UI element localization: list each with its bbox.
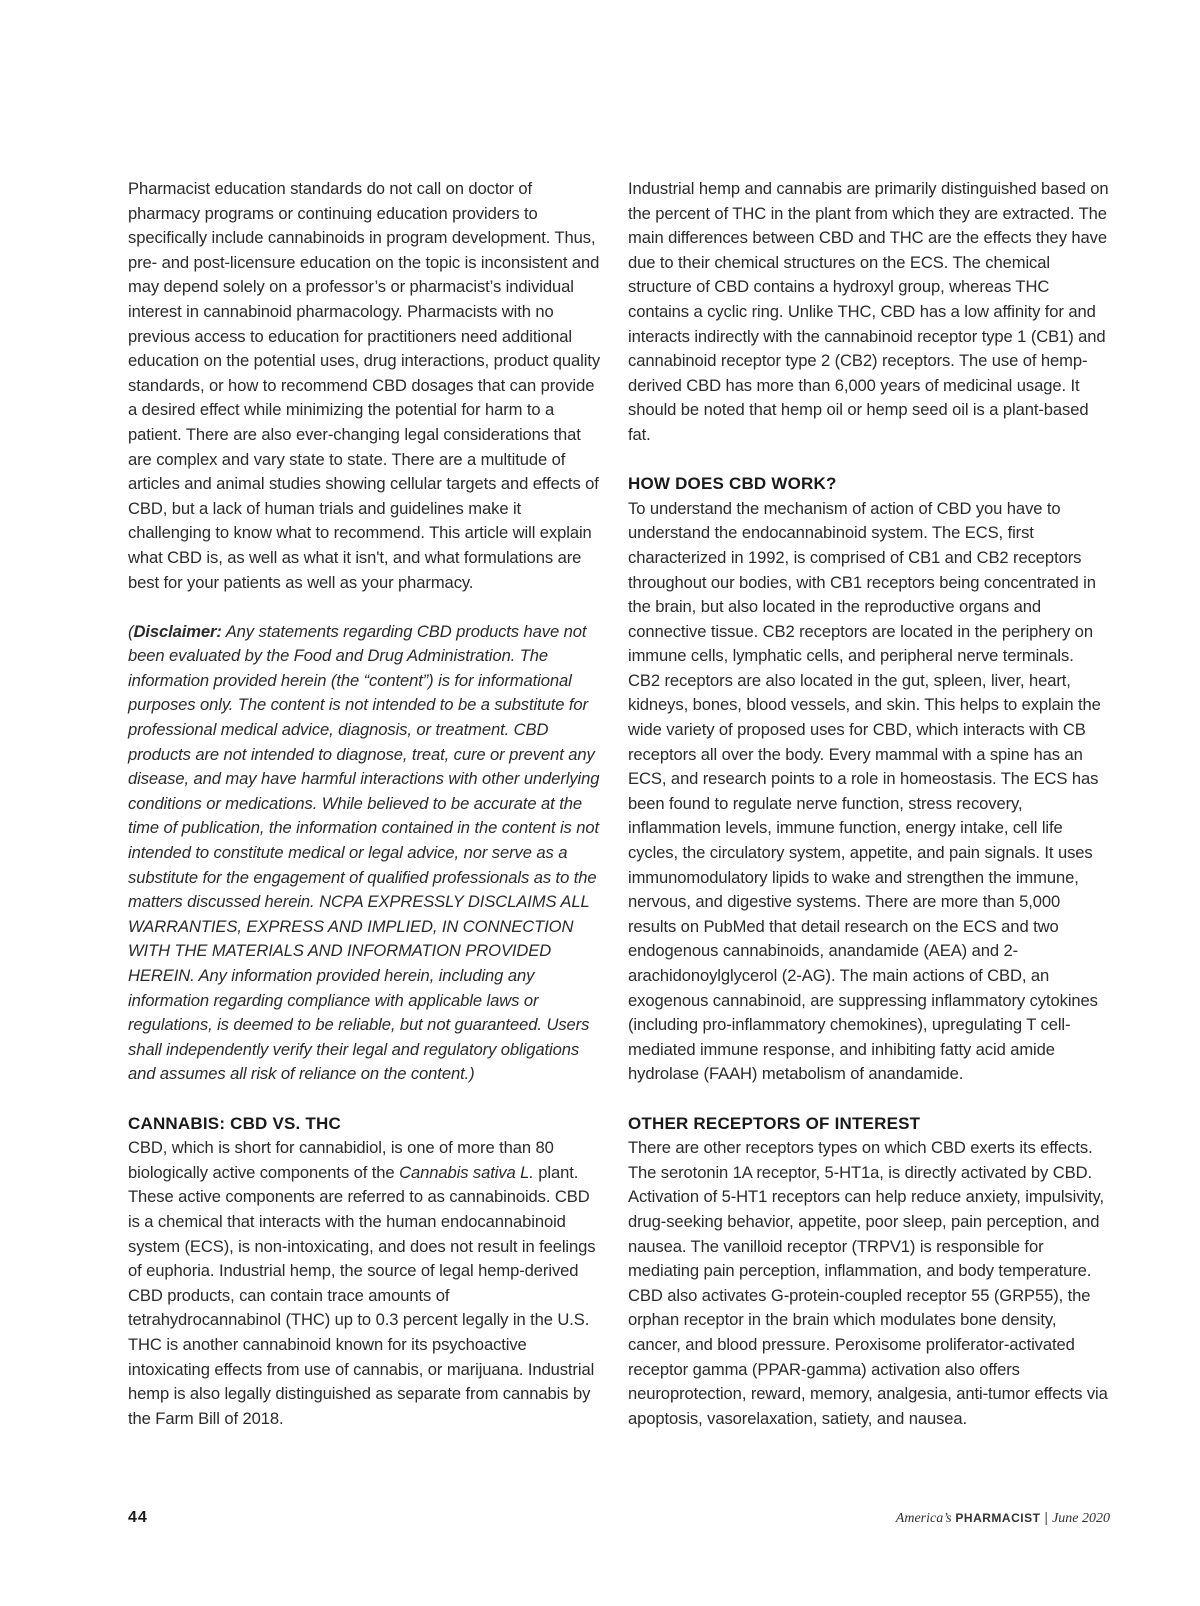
other-receptors-paragraph: There are other receptors types on which CBD exerts its effects. The serotonin 1A receptor, 5-HT1a, is directly activated by CBD. Activation of 5-HT1 receptors can help reduce anxiety, impulsivity, drug-seeking behavior, appetite, poor sleep, pain perception, and nausea. The vanilloid receptor (TRPV1) is responsible for mediating pain perception, inflammation, and body temperature. CBD also activates G-protein-coupled receptor 55 (GRP55), the orphan receptor in the brain which modulates bone density, cancer, and blood pressure. Peroxisome proliferator-activated receptor gamma (PPAR-gamma) activation also offers neuroprotection, reward, memory, analgesia, anti-tumor effects via apoptosis, vasorelaxation, satiety, and nausea. (628, 1138, 1108, 1428)
masthead-separator: | (1044, 1509, 1049, 1525)
intro-paragraph: Pharmacist education standards do not call on doctor of pharmacy programs or continuing education providers to specifically include cannabinoids in program development. Thus, pre- and post-licensure education on the topic is inconsistent and may depend solely on a professor’s or pharmacist’s individual interest in cannabinoid pharmacology. Pharmacists with no previous access to education for practitioners need additional education on the potential uses, drug interactions, product quality standards, or how to recommend CBD dosages that can provide a desired effect while minimizing the potential for harm to a patient. There are also ever-changing legal considerations that are complex and vary state to state. There are a multitude of articles and animal studies showing cellular targets and effects of CBD, but a lack of human trials and guidelines make it challenging to know what to recommend. This article will explain what CBD is, as well as what it isn't, and what formulations are best for your patients as well as your pharmacy. (128, 179, 601, 592)
section-heading-how-cbd-works: HOW DOES CBD WORK? (628, 474, 837, 494)
cbd-vs-thc-text-end: plant. These active components are referred to as cannabinoids. CBD is a chemical that interacts with the human endocannabinoid system (ECS), is non-intoxicating, and does not result in feelings of euphoria. Industrial hemp, the source of legal hemp-derived CBD products, can contain trace amounts of tetrahydrocannabinol (THC) up to 0.3 percent legally in the U.S. THC is another cannabinoid known for its psychoactive intoxicating effects from use of cannabis, or marijuana. Industrial hemp is also legally distinguished as separate from cannabis by the Farm Bill of 2018. (128, 1162, 596, 1428)
section-heading-cbd-vs-thc: CANNABIS: CBD VS. THC (128, 1113, 341, 1133)
masthead-prefix: America’s (895, 1511, 952, 1526)
masthead-brand: PHARMACIST (955, 1511, 1041, 1525)
right-column (628, 177, 1110, 1431)
page-number: 44 (128, 1509, 148, 1526)
cbd-vs-thc-text-start: CBD, which is short for cannabidiol, is one of more than 80 biologically active components of the (128, 1138, 554, 1182)
left-column (128, 177, 603, 1431)
how-cbd-works-paragraph: To understand the mechanism of action of CBD you have to understand the endocannabinoid system. The ECS, first characterized in 1992, is comprised of CB1 and CB2 receptors throughout our bodies, with CB1 receptors being concentrated in the brain, but also located in the reproductive organs and connective tissue. CB2 receptors are located in the periphery on immune cells, lymphatic cells, and peripheral nerve terminals. CB2 receptors are also located in the gut, spleen, liver, heart, kidneys, bones, blood vessels, and skin. This helps to explain the wide variety of proposed uses for CBD, which interacts with CB receptors all over the body. Every mammal with a spine has an ECS, and research points to a role in homeostasis. The ECS has been found to regulate nerve function, stress recovery, inflammation levels, immune function, energy intake, cell life cycles, the circulatory system, appetite, and pain signals. It uses immunomodulatory lipids to wake and strengthen the immune, nervous, and digestive systems. There are more than 5,000 results on PubMed that detail research on the ECS and two endogenous cannabinoids, anandamide (AEA) and 2-arachidonoylglycerol (2-AG). The main actions of CBD, an exogenous cannabinoid, are suppressing inflammatory cytokines (including pro-inflammatory chemokines), upregulating T cell-mediated immune response, and inhibiting fatty acid amide hydrolase (FAAH) metabolism of anandamide. (628, 498, 1101, 1084)
section-heading-other-receptors: OTHER RECEPTORS OF INTEREST (628, 1113, 921, 1133)
species-name: Cannabis sativa L. (399, 1162, 534, 1182)
magazine-masthead (896, 1509, 1110, 1527)
hemp-cannabis-paragraph: Industrial hemp and cannabis are primarily distinguished based on the percent of THC in the plant from which they are extracted. The main differences between CBD and THC are the effects they have due to their chemical structures on the ECS. The chemical structure of CBD contains a hydroxyl group, whereas THC contains a cyclic ring. Unlike THC, CBD has a low affinity for and interacts indirectly with the cannabinoid receptor type 1 (CB1) and cannabinoid receptor type 2 (CB2) receptors. The use of hemp-derived CBD has more than 6,000 years of medicinal usage. It should be noted that hemp oil or hemp seed oil is a plant-based fat. (628, 179, 1109, 444)
issue-date: June 2020 (1052, 1511, 1110, 1526)
cbd-vs-thc-paragraph (128, 1136, 603, 1431)
disclaimer-label: Disclaimer: (133, 621, 222, 641)
page-footer (128, 1509, 1110, 1533)
disclaimer-body: Any statements regarding CBD products have not been evaluated by the Food and Drug Administration. The information provided herein (the “content”) is for informational purposes only. The content is not intended to be a substitute for professional medical advice, diagnosis, or treatment. CBD products are not intended to diagnose, treat, cure or prevent any disease, and may have harmful interactions with other underlying conditions or medications. While believed to be accurate at the time of publication, the information contained in the content is not intended to constitute medical or legal advice, nor serve as a substitute for the engagement of qualified professionals as to the matters discussed herein. NCPA EXPRESSLY DISCLAIMS ALL WARRANTIES, EXPRESS AND IMPLIED, IN CONNECTION WITH THE MATERIALS AND INFORMATION PROVIDED HEREIN. Any information provided herein, including any information regarding compliance with applicable laws or regulations, is deemed to be reliable, but not guaranteed. Users shall independently verify their legal and regulatory obligations and assumes all risk of reliance on the content.) (128, 621, 600, 1084)
disclaimer-paragraph (128, 620, 603, 1087)
disclaimer-open-paren: ( (128, 621, 134, 641)
